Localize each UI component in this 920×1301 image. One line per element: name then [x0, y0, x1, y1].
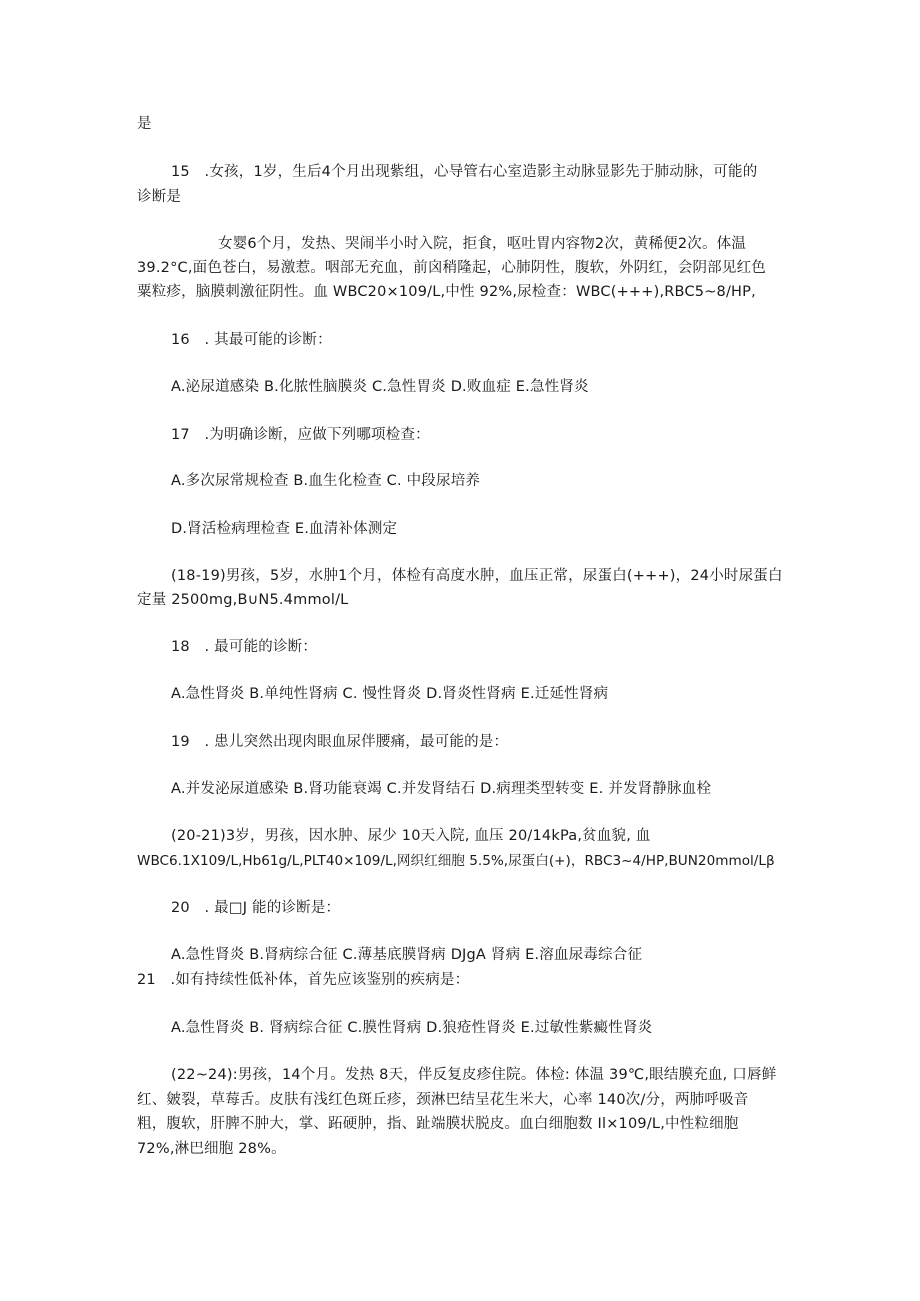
case-paragraph-line: 女婴6个月，发热、哭闹半小时入院，拒食，呕吐胃内容物2次，黄稀便2次。体温 — [218, 236, 747, 252]
case-paragraph-line: 72%,淋巴细胞 28%。 — [137, 1141, 286, 1157]
answer-options: A.泌尿道感染 B.化脓性脑膜炎 C.急性胃炎 D.败血症 E.急性肾炎 — [171, 379, 589, 395]
question-18: 18 . 最可能的诊断： — [171, 639, 318, 655]
question-20: 20 . 最□J 能的诊断是： — [171, 900, 341, 916]
answer-options: A.急性肾炎 B.单纯性肾病 C. 慢性肾炎 D.肾炎性肾病 E.迁延性肾病 — [171, 686, 609, 702]
case-paragraph-line: WBC6.1X109/L,Hb61g/L,PLT40×109/L,网织红细胞 5.5%,尿蛋白(+)，RBC3~4/HP,BUN20mmol/Lβ — [137, 853, 775, 869]
answer-options: A.并发泌尿道感染 B.肾功能衰竭 C.并发肾结石 D.病理类型转变 E. 并发肾静脉血栓 — [171, 781, 712, 797]
case-paragraph-line: 粟粒疹，脑膜刺激征阴性。血 WBC20×109/L,中性 92%,尿检查：WBC(+++),RBC5~8/HP, — [137, 284, 756, 300]
case-paragraph-line: (22~24):男孩，14个月。发热 8天，伴反复皮疹住院。体检: 体温 39℃,眼结膜充血, 口唇鲜 — [171, 1067, 777, 1083]
question-16: 16 . 其最可能的诊断： — [171, 332, 332, 348]
case-paragraph-line: 粗，腹软，肝脾不肿大，掌、跖硬肿，指、趾端膜状脱皮。血白细胞数 Il×109/L,中性粒细胞 — [137, 1116, 739, 1132]
answer-options: D.肾活检病理检查 E.血清补体测定 — [171, 521, 398, 537]
case-paragraph-line: 定量 2500mg,B∪N5.4mmol/L — [137, 592, 349, 608]
case-paragraph-line: (18-19)男孩，5岁，水肿1个月，体检有高度水肿，血压正常，尿蛋白(+++)，24小时尿蛋白 — [171, 568, 783, 584]
case-paragraph-line: (20-21)3岁，男孩，因水肿、尿少 10天入院, 血压 20/14kPa,贫血貌, 血 — [171, 828, 651, 844]
case-paragraph-line: 39.2°C,面色苍白，易激惹。咽部无充血，前囟稍隆起，心肺阴性，腹软，外阴红，会阴部见红色 — [137, 260, 766, 276]
answer-options: A.多次尿常规检查 B.血生化检查 C. 中段尿培养 — [171, 473, 481, 489]
answer-options: A.急性肾炎 B.肾病综合征 C.薄基底膜肾病 DJgA 肾病 E.溶血尿毒综合征 — [171, 947, 643, 963]
question-19: 19 . 患儿突然出现肉眼血尿伴腰痛，最可能的是： — [171, 734, 509, 750]
text-line: 是 — [137, 116, 152, 132]
question-17: 17 .为明确诊断，应做下列哪项检查： — [171, 427, 430, 443]
case-paragraph-line: 红、皴裂，草莓舌。皮肤有浅红色斑丘疹，颈淋巴结呈花生米大，心率 140次/分，两肺呼吸音 — [137, 1092, 749, 1108]
question-15: 15 .女孩，1岁，生后4个月出现紫组，心导管右心室造影主动脉显影先于肺动脉，可能的 — [171, 164, 758, 180]
question-21: 21 .如有持续性低补体，首先应该鉴别的疾病是： — [137, 972, 470, 988]
text-line: 诊断是 — [137, 189, 182, 205]
answer-options: A.急性肾炎 B. 肾病综合征 C.膜性肾病 D.狼疮性肾炎 E.过敏性紫癜性肾炎 — [171, 1020, 653, 1036]
